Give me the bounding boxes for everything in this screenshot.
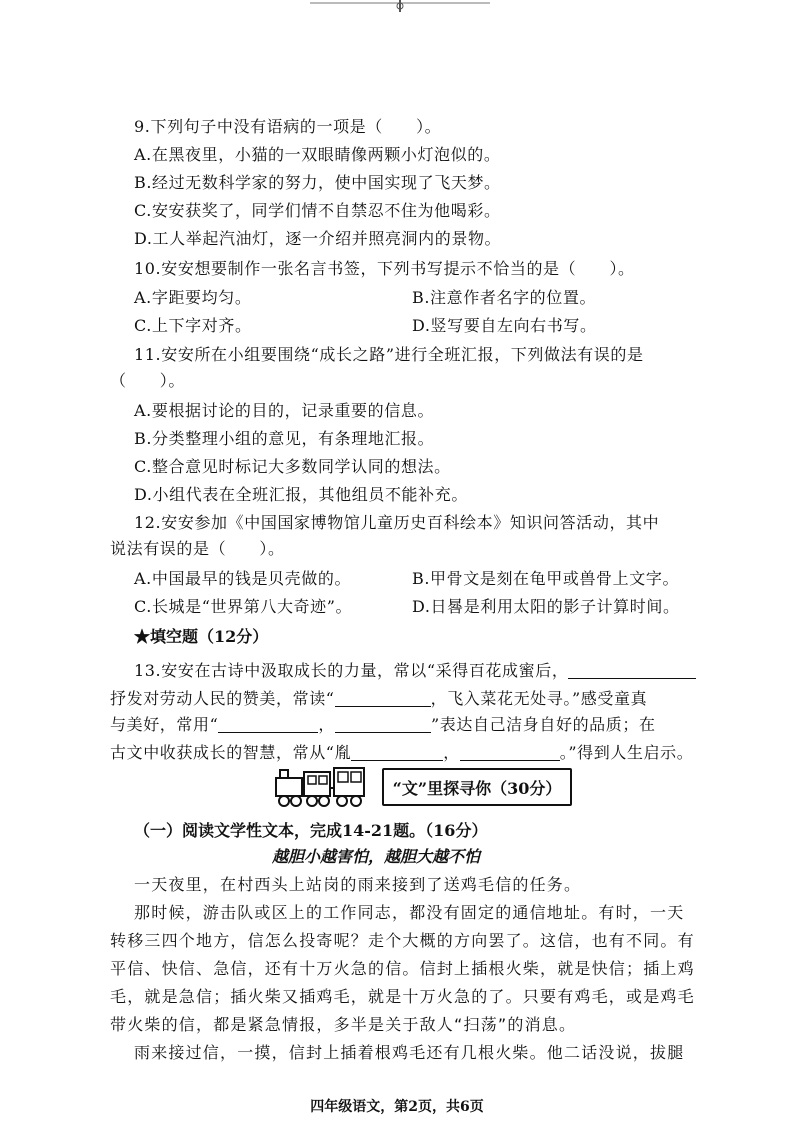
q12-option-d: D.日晷是利用太阳的影子计算时间。 — [412, 597, 680, 616]
q11-option-d: D.小组代表在全班汇报，其他组员不能补充。 — [134, 485, 468, 504]
q13-text-3b: ， — [318, 715, 335, 734]
q12-option-b: B.甲骨文是刻在龟甲或兽骨上文字。 — [412, 569, 680, 588]
q11-option-c: C.整合意见时标记大多数同学认同的想法。 — [134, 457, 451, 476]
q10-option-a: A.字距要均匀。 — [134, 288, 252, 307]
q13-blank-1[interactable] — [568, 662, 696, 679]
q13-text-4a: 古文中收获成长的智慧，常从“胤 — [110, 743, 352, 762]
q13-text-2a: 抒发对劳动人民的赞美，常读“ — [110, 689, 335, 708]
page-footer: 四年级语文，第2页，共6页 — [310, 1099, 484, 1115]
q11-stem: 11.安安所在小组要围绕“成长之路”进行全班汇报，下列做法有误的是 — [134, 345, 644, 364]
q13-blank-4[interactable] — [335, 716, 431, 733]
q13-text-4b: ， — [443, 743, 460, 762]
story-paragraph-1: 一天夜里，在村西头上站岗的雨来接到了送鸡毛信的任务。 — [134, 875, 582, 894]
q10-stem: 10.安安想要制作一张名言书签，下列书写提示不恰当的是（ ）。 — [134, 259, 635, 278]
q12-stem-cont: 说法有误的是（ ）。 — [110, 539, 285, 558]
top-edge-mark — [300, 0, 500, 14]
train-icon — [272, 764, 368, 810]
q12-stem: 12.安安参加《中国国家博物馆儿童历史百科绘本》知识问答活动，其中 — [134, 513, 660, 532]
q10-option-d: D.竖写要自左向右书写。 — [412, 316, 597, 335]
q12-option-c: C.长城是“世界第八大奇迹”。 — [134, 597, 353, 616]
q9-option-a: A.在黑夜里，小猫的一双眼睛像两颗小灯泡似的。 — [134, 145, 501, 164]
q13-line-3 — [110, 714, 656, 736]
section-banner: “文”里探寻你（30分） — [382, 768, 572, 806]
q13-line-2 — [110, 688, 647, 710]
q13-text-4c: 。”得到人生启示。 — [559, 743, 694, 762]
q13-blank-2[interactable] — [335, 690, 431, 707]
q13-line-4 — [110, 742, 693, 764]
fill-section-title: ★填空题（12分） — [134, 627, 269, 646]
q9-option-d: D.工人举起汽油灯，逐一介绍并照亮洞内的景物。 — [134, 229, 502, 248]
q11-stem-cont: （ ）。 — [110, 371, 186, 390]
q13-blank-3[interactable] — [218, 716, 318, 733]
q11-option-a: A.要根据讨论的目的，记录重要的信息。 — [134, 401, 435, 420]
q10-option-c: C.上下字对齐。 — [134, 316, 252, 335]
q13-blank-5[interactable] — [351, 744, 443, 761]
story-paragraph-2-line-3: 平信、快信、急信，还有十万火急的信。信封上插根火柴，就是快信；插上鸡 — [110, 959, 695, 978]
q11-option-b: B.分类整理小组的意见，有条理地汇报。 — [134, 429, 435, 448]
q13-text-3a: 与美好，常用“ — [110, 715, 219, 734]
q12-option-a: A.中国最早的钱是贝壳做的。 — [134, 569, 352, 588]
q10-option-b: B.注意作者名字的位置。 — [412, 288, 597, 307]
q9-stem: 9.下列句子中没有语病的一项是（ ）。 — [134, 117, 442, 136]
q9-option-c: C.安安获奖了，同学们情不自禁忍不住为他喝彩。 — [134, 201, 501, 220]
story-paragraph-2-line-1: 那时候，游击队或区上的工作同志，都没有固定的通信地址。有时，一天 — [134, 903, 685, 922]
story-paragraph-2-line-5: 带火柴的信，都是紧急情报，多半是关于敌人“扫荡”的消息。 — [110, 1015, 577, 1034]
q13-text-3c: ”表达自己洁身自好的品质；在 — [431, 715, 656, 734]
q13-text-2b: ，飞入菜花无处寻。”感受童真 — [430, 689, 648, 708]
story-paragraph-2-line-4: 毛，就是急信；插火柴又插鸡毛，就是十万火急的了。只要有鸡毛，或是鸡毛 — [110, 987, 695, 1006]
story-title: 越胆小越害怕，越胆大越不怕 — [272, 847, 481, 866]
story-paragraph-2-line-2: 转移三四个地方，信怎么投寄呢？走个大概的方向罢了。这信，也有不同。有 — [110, 931, 695, 950]
q13-text-1: 13.安安在古诗中汲取成长的力量，常以“采得百花成蜜后， — [134, 661, 569, 680]
q13-line-1 — [134, 660, 696, 682]
story-paragraph-3: 雨来接过信，一摸，信封上插着根鸡毛还有几根火柴。他二话没说，拔腿 — [134, 1043, 685, 1062]
q13-blank-6[interactable] — [460, 744, 560, 761]
q9-option-b: B.经过无数科学家的努力，使中国实现了飞天梦。 — [134, 173, 501, 192]
reading-heading: （一）阅读文学性文本，完成14-21题。（16分） — [134, 821, 488, 840]
